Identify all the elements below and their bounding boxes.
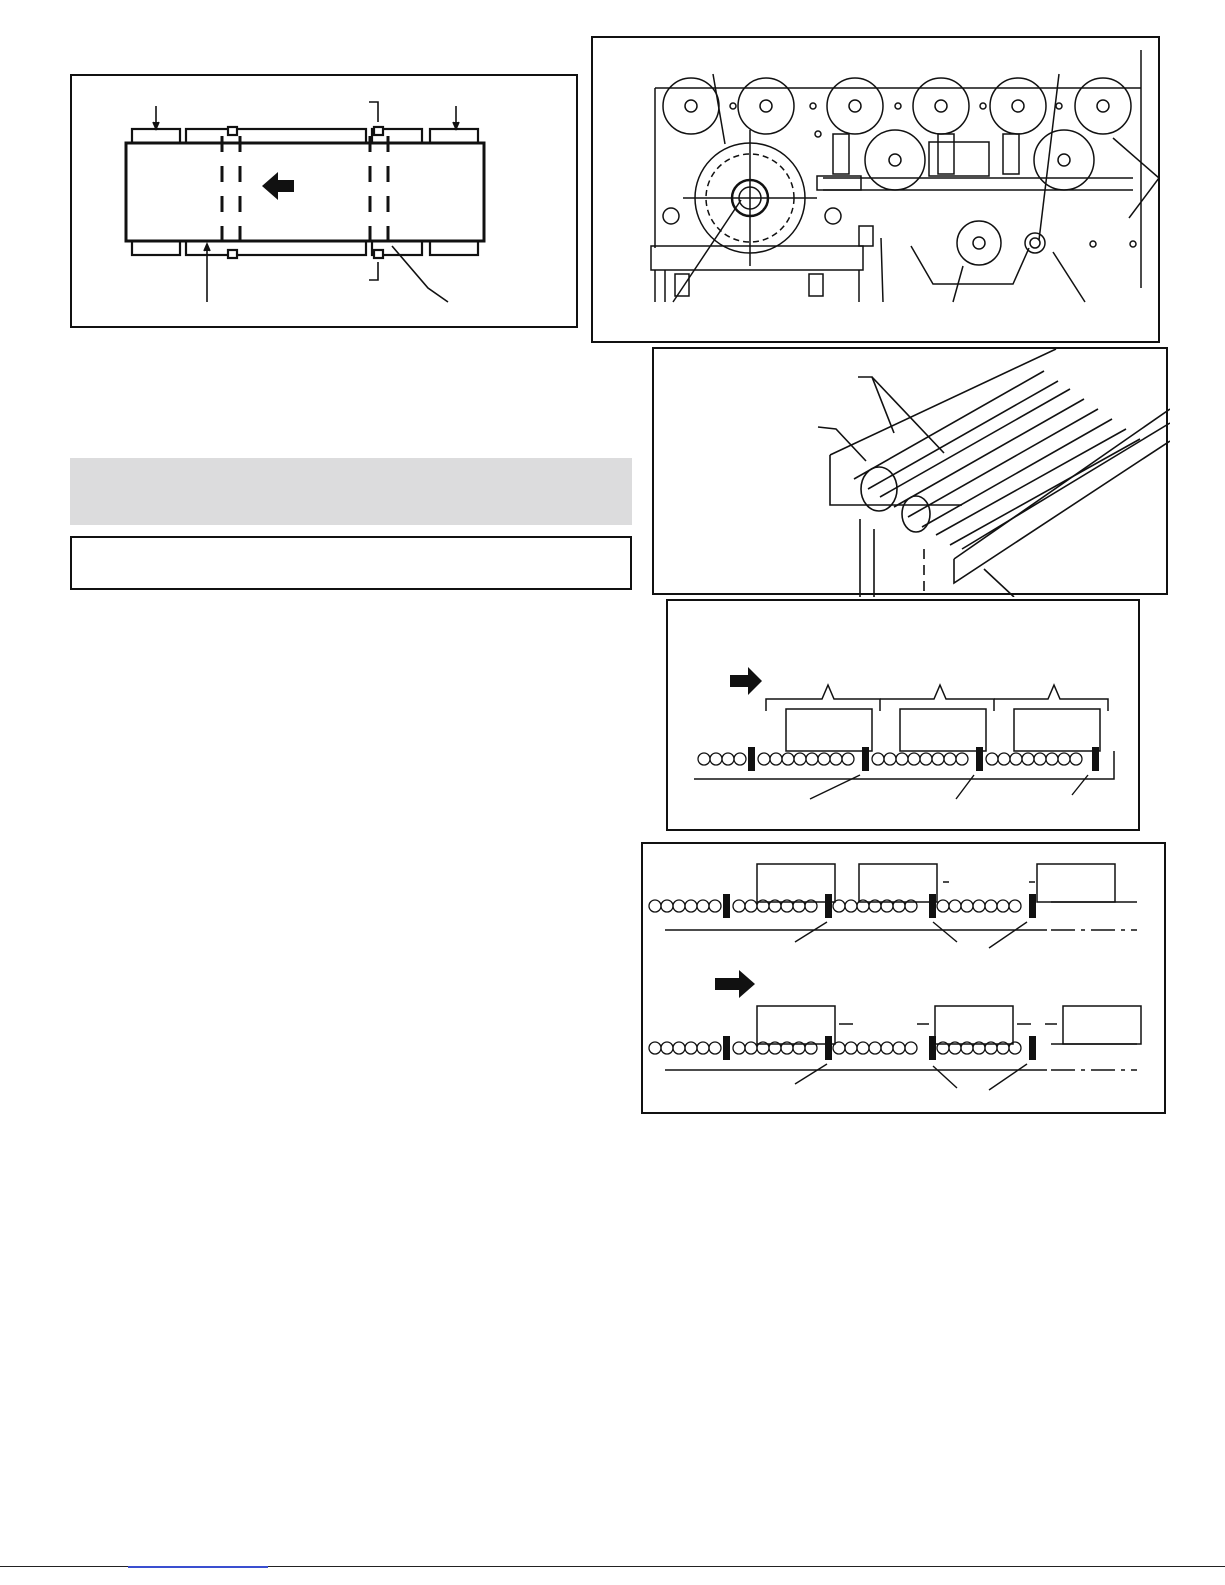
- roller-bed-drawing: [654, 349, 1170, 597]
- belt-top-view-figure: [70, 74, 578, 328]
- right-arrow-icon: [715, 970, 755, 998]
- zone-layout-drawing: [668, 601, 1142, 833]
- drive-assembly-drawing: [593, 38, 1162, 345]
- note-box: [70, 536, 632, 590]
- footer-link-underline[interactable]: [128, 1566, 268, 1568]
- right-arrow-icon: [730, 667, 762, 695]
- zone-layout-figure: [666, 599, 1140, 831]
- drive-assembly-figure: [591, 36, 1160, 343]
- roller-bed-figure: [652, 347, 1168, 595]
- zone-accumulation-drawing: [643, 844, 1168, 1116]
- section-heading-panel: [70, 458, 632, 525]
- belt-top-view-drawing: [72, 76, 580, 330]
- zone-accumulation-figure: [641, 842, 1166, 1114]
- left-arrow-icon: [262, 172, 294, 200]
